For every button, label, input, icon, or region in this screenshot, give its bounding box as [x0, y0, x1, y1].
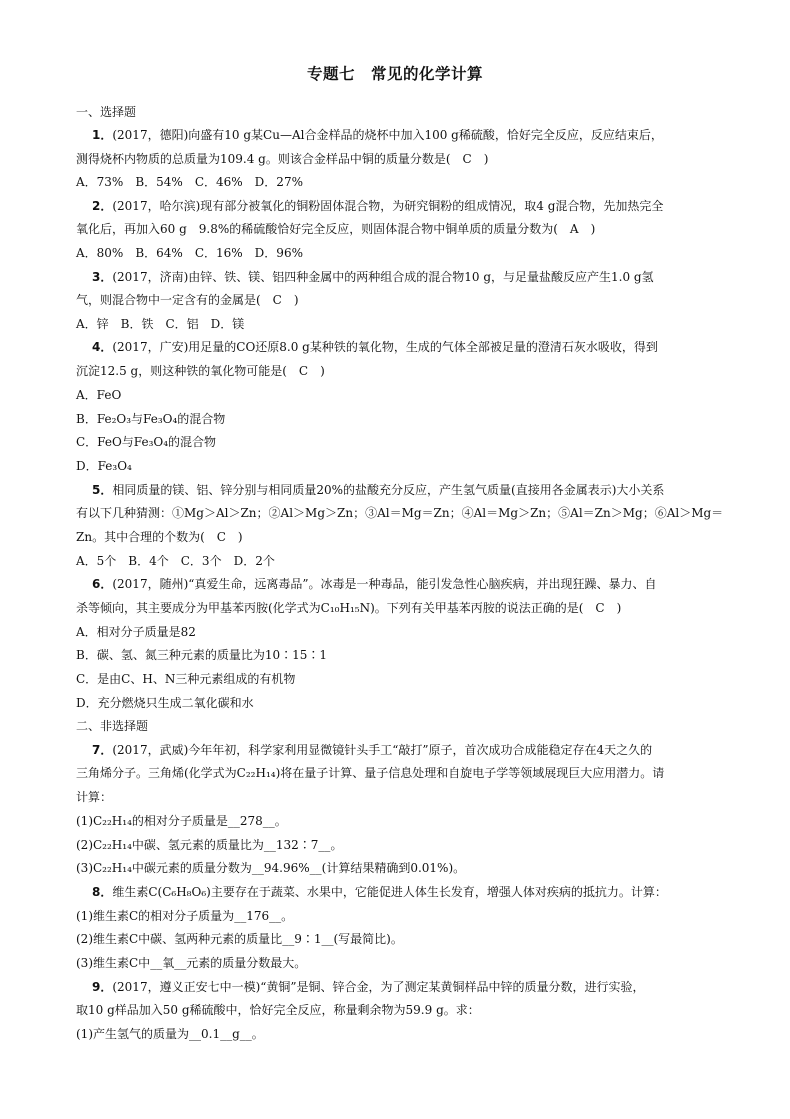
question-7-line-1: [92, 742, 652, 758]
question-text: (2017，济南)由锌、铁、镁、铝四种金属中的两种组合成的混合物10 g，与足量盐酸反应产生1.0 g氢: [112, 270, 654, 284]
question-9-sub-1: [76, 1026, 264, 1042]
sub-question-text: (1)产生氢气的质量为: [76, 1027, 189, 1041]
answer-blank: __94.96%__: [251, 861, 322, 875]
sub-question-tail: 。: [281, 909, 294, 923]
question-1-line-1: [92, 127, 663, 143]
question-6-line-1: [92, 576, 657, 592]
question-4-line-2: 沉淀12.5 g，则这种铁的氧化物可能是( C ): [76, 364, 325, 378]
question-text: 相同质量的镁、铝、锌分别与相同质量20%的盐酸充分反应，产生氢气质量(直接用各金属表示)大小关系: [112, 483, 665, 497]
question-9-line-1: [92, 979, 645, 995]
question-7-line-3: 计算：: [76, 790, 113, 804]
question-number: 9．: [92, 980, 113, 994]
question-number: 2．: [92, 199, 113, 213]
question-7-sub-1: [76, 813, 287, 829]
sub-question-text: (1)C₂₂H₁₄的相对分子质量是: [76, 814, 228, 828]
page-title: 专题七 常见的化学计算: [306, 65, 483, 83]
question-text: 维生素C(C₆H₈O₆)主要存在于蔬菜、水果中，它能促进人体生长发育，增强人体对疾病的抵抗力。计算：: [112, 885, 667, 899]
question-6-option-c: C．是由C、H、N三种元素组成的有机物: [76, 672, 296, 686]
question-text: (2017，哈尔滨)现有部分被氧化的铜粉固体混合物，为研究铜粉的组成情况，取4 g混合物，先加热完全: [112, 199, 664, 213]
section-heading-choice: 一、选择题: [76, 105, 137, 119]
sub-question-tail: 元素的质量分数最大。: [186, 956, 307, 970]
question-7-sub-2: [76, 837, 342, 853]
question-1-options: A．73% B．54% C．46% D．27%: [76, 175, 303, 189]
question-7-sub-3: [76, 860, 465, 876]
question-5-line-3: Zn。其中合理的个数为( C ): [76, 530, 243, 544]
sub-question-text: (3)C₂₂H₁₄中碳元素的质量分数为: [76, 861, 252, 875]
question-4-line-1: [92, 339, 658, 355]
answer-blank: __132∶7__: [263, 838, 331, 852]
question-text: (2017，随州)“真爱生命，远离毒品”。冰毒是一种毒品，能引发急性心脑疾病，并出现狂躁、暴力、自: [112, 577, 657, 591]
sub-question-tail: 。: [251, 1027, 264, 1041]
question-6-option-a: A．相对分子质量是82: [76, 625, 196, 639]
question-3-line-1: [92, 269, 654, 285]
question-2-line-1: [92, 198, 663, 214]
answer-blank: __9∶1__: [282, 932, 334, 946]
question-8-line-1: [92, 884, 667, 900]
question-8-sub-2: [76, 931, 403, 947]
question-2-line-2: 氧化后，再加入60 g 9.8%的稀硫酸恰好完全反应，则固体混合物中铜单质的质量分数为( A ): [76, 222, 596, 236]
question-9-line-2: 取10 g样品加入50 g稀硫酸中，恰好完全反应，称量剩余物为59.9 g。求：: [76, 1003, 480, 1017]
question-text: (2017，德阳)向盛有10 g某Cu—Al合金样品的烧杯中加入100 g稀硫酸，恰好完全反应，反应结束后，: [112, 128, 663, 142]
question-5-line-1: [92, 482, 664, 498]
question-8-sub-1: [76, 908, 293, 924]
question-3-line-2: 气，则混合物中一定含有的金属是( C ): [76, 293, 299, 307]
question-6-line-2: 杀等倾向，其主要成分为甲基苯丙胺(化学式为C₁₀H₁₅N)。下列有关甲基苯丙胺的说法正确的是( C ): [76, 601, 622, 615]
sub-question-tail: (计算结果精确到0.01%)。: [321, 861, 466, 875]
sub-question-tail: (写最简比)。: [333, 932, 403, 946]
answer-blank: __氧__: [150, 956, 187, 970]
question-6-option-b: B．碳、氢、氮三种元素的质量比为10∶15∶1: [76, 648, 327, 662]
question-4-option-a: A．FeO: [76, 388, 122, 402]
answer-blank: __0.1__g__: [189, 1027, 252, 1041]
question-1-line-2: 测得烧杯内物质的总质量为109.4 g。则该合金样品中铜的质量分数是( C ): [76, 152, 489, 166]
question-4-option-b: B．Fe₂O₃与Fe₃O₄的混合物: [76, 412, 226, 426]
question-5-options: A．5个 B．4个 C．3个 D．2个: [76, 554, 275, 568]
question-number: 5．: [92, 483, 113, 497]
question-6-option-d: D．充分燃烧只生成二氧化碳和水: [76, 696, 254, 710]
answer-blank: __176__: [234, 909, 282, 923]
question-number: 8．: [92, 885, 113, 899]
sub-question-tail: 。: [330, 838, 343, 852]
question-4-option-d: D．Fe₃O₄: [76, 459, 132, 473]
question-number: 3．: [92, 270, 113, 284]
sub-question-text: (2)维生素C中碳、氢两种元素的质量比: [76, 932, 283, 946]
question-number: 6．: [92, 577, 113, 591]
question-number: 7．: [92, 743, 113, 757]
question-number: 1．: [92, 128, 113, 142]
question-text: (2017，武威)今年年初，科学家利用显微镜针头手工“敲打”原子，首次成功合成能稳定存在4天之久的: [112, 743, 653, 757]
question-number: 4．: [92, 340, 113, 354]
question-2-options: A．80% B．64% C．16% D．96%: [76, 246, 303, 260]
sub-question-tail: 。: [274, 814, 287, 828]
sub-question-text: (1)维生素C的相对分子质量为: [76, 909, 235, 923]
sub-question-text: (3)维生素C中: [76, 956, 151, 970]
question-4-option-c: C．FeO与Fe₃O₄的混合物: [76, 435, 217, 449]
question-7-line-2: 三角烯分子。三角烯(化学式为C₂₂H₁₄)将在量子计算、量子信息处理和自旋电子学等领域展现巨大应用潜力。请: [76, 766, 665, 780]
answer-blank: __278__: [227, 814, 275, 828]
sub-question-text: (2)C₂₂H₁₄中碳、氢元素的质量比为: [76, 838, 264, 852]
question-text: (2017，广安)用足量的CO还原8.0 g某种铁的氧化物，生成的气体全部被足量的澄清石灰水吸收，得到: [112, 340, 658, 354]
question-5-line-2: 有以下几种猜测：①Mg＞Al＞Zn；②Al＞Mg＞Zn；③Al＝Mg＝Zn；④Al＝Mg＞Zn；⑤Al＝Zn＞Mg；⑥Al＞Mg＝: [76, 506, 724, 520]
section-heading-nonchoice: 二、非选择题: [76, 719, 149, 733]
question-text: (2017，遵义正安七中一模)“黄铜”是铜、锌合金，为了测定某黄铜样品中锌的质量分数，进行实验，: [112, 980, 645, 994]
question-8-sub-3: [76, 955, 306, 971]
question-3-options: A．锌 B．铁 C．铝 D．镁: [76, 317, 245, 331]
